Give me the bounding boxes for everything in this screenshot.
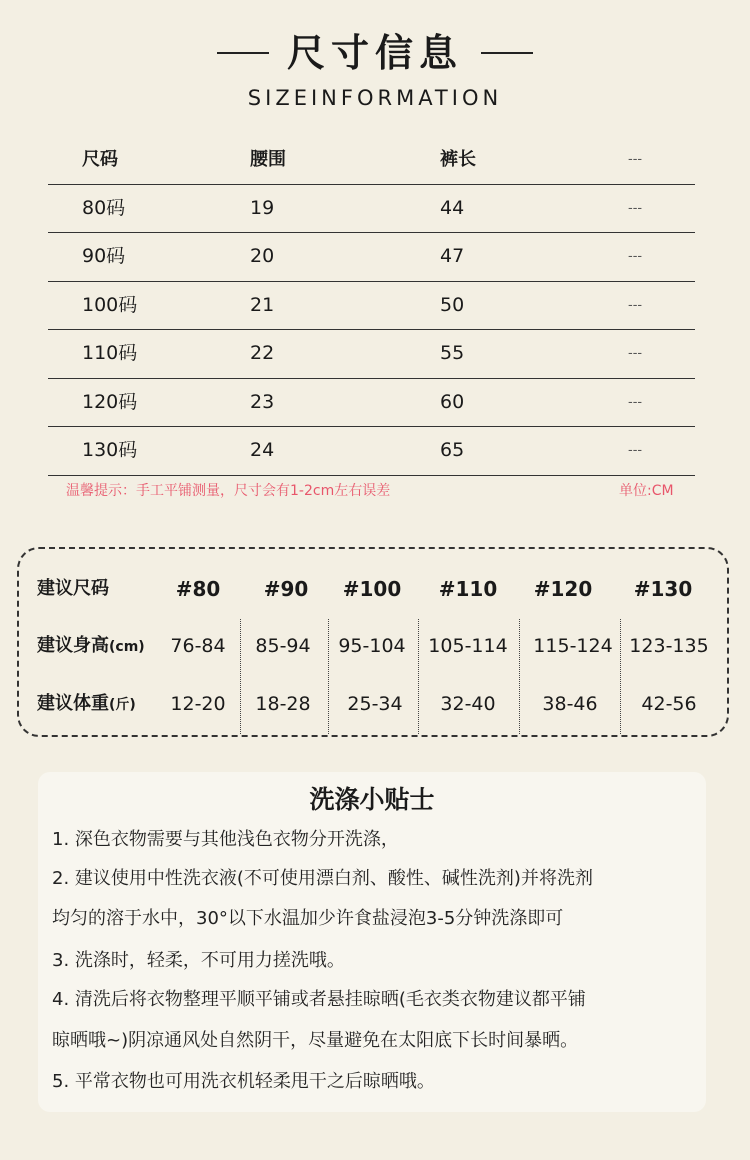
weight-unit: (斤) xyxy=(109,697,136,713)
recommended-weight: 25-34 xyxy=(347,693,403,715)
recommended-weight: 32-40 xyxy=(440,693,496,715)
recommended-size: #120 xyxy=(533,577,593,601)
table-row xyxy=(48,233,695,282)
table-row xyxy=(48,330,695,379)
recommended-weight: 12-20 xyxy=(170,693,226,715)
recommended-weight-label xyxy=(37,684,136,725)
cell-waist: 19 xyxy=(250,196,275,219)
tip-line: 5. 平常衣物也可用洗衣机轻柔甩干之后晾晒哦。 xyxy=(52,1071,435,1092)
recommended-height: 115-124 xyxy=(533,635,613,657)
page-header xyxy=(0,28,750,78)
recommended-weight: 38-46 xyxy=(542,693,598,715)
cell-extra: --- xyxy=(628,297,643,313)
size-table-header xyxy=(48,136,695,185)
washing-tips-title: 洗涤小贴士 xyxy=(309,785,435,814)
height-unit: (cm) xyxy=(109,639,145,655)
cell-extra: --- xyxy=(628,346,643,361)
recommended-size: #90 xyxy=(263,577,309,601)
cell-extra: --- xyxy=(628,443,643,458)
cell-waist: 20 xyxy=(250,245,275,267)
recommended-height: 123-135 xyxy=(629,635,709,657)
height-label-text: 建议身高 xyxy=(37,635,109,656)
cell-waist: 21 xyxy=(250,293,275,316)
cell-waist: 23 xyxy=(250,390,275,413)
cell-extra: --- xyxy=(628,394,643,410)
cell-waist: 24 xyxy=(250,439,275,461)
cell-size: 100码 xyxy=(82,293,138,316)
column-divider xyxy=(328,619,329,734)
column-divider xyxy=(240,619,241,734)
unit-note: 单位:CM xyxy=(619,483,674,499)
cell-extra: --- xyxy=(628,200,643,216)
recommended-height: 95-104 xyxy=(338,635,406,657)
table-row xyxy=(48,379,695,428)
tip-line: 均匀的溶于水中，30°以下水温加少许食盐浸泡3-5分钟洗涤即可 xyxy=(52,908,564,929)
recommended-weight: 42-56 xyxy=(641,693,697,715)
page-subtitle: SIZEINFORMATION xyxy=(247,86,503,110)
cell-length: 50 xyxy=(440,293,465,316)
table-row xyxy=(48,185,695,234)
recommended-size: #110 xyxy=(438,577,498,601)
cell-size: 80码 xyxy=(82,196,126,219)
tip-line: 4. 清洗后将衣物整理平顺平铺或者悬挂晾晒(毛衣类衣物建议都平铺 xyxy=(52,989,586,1010)
recommended-size: #100 xyxy=(342,577,402,601)
recommended-size-row xyxy=(19,569,727,609)
page-title: 尺寸信息 xyxy=(286,31,463,75)
recommended-size: #130 xyxy=(633,577,693,601)
cell-size: 110码 xyxy=(82,342,138,364)
recommended-weight: 18-28 xyxy=(255,693,311,715)
cell-size: 90码 xyxy=(82,245,126,267)
header-waist: 腰围 xyxy=(250,149,286,170)
recommended-height: 76-84 xyxy=(170,635,226,657)
tip-line: 晾晒哦~)阴凉通风处自然阴干，尽量避免在太阳底下长时间暴晒。 xyxy=(52,1030,579,1051)
size-table xyxy=(48,136,695,476)
recommended-size-label: 建议尺码 xyxy=(37,578,109,599)
tip-line: 2. 建议使用中性洗衣液(不可使用漂白剂、酸性、碱性洗剂)并将洗剂 xyxy=(52,868,593,889)
recommended-height: 85-94 xyxy=(255,635,311,657)
cell-waist: 22 xyxy=(250,342,275,364)
table-row xyxy=(48,427,695,476)
header-length: 裤长 xyxy=(440,149,476,170)
cell-size: 120码 xyxy=(82,390,138,413)
header-size: 尺码 xyxy=(82,149,118,170)
measurement-tip: 温馨提示：手工平铺测量，尺寸会有1-2cm左右误差 xyxy=(66,483,391,499)
header-extra: --- xyxy=(628,152,643,167)
cell-extra: --- xyxy=(628,249,643,264)
column-divider xyxy=(620,619,621,734)
cell-length: 60 xyxy=(440,390,465,413)
column-divider xyxy=(519,619,520,734)
weight-label-text: 建议体重 xyxy=(37,693,109,714)
cell-length: 55 xyxy=(440,342,465,364)
recommended-height: 105-114 xyxy=(428,635,508,657)
title-left-line xyxy=(217,52,269,54)
washing-tips-card xyxy=(38,772,706,1112)
recommendation-box xyxy=(17,547,729,737)
recommended-height-label xyxy=(37,626,145,667)
cell-length: 65 xyxy=(440,439,465,461)
tip-line: 3. 洗涤时，轻柔，不可用力搓洗哦。 xyxy=(52,950,345,971)
cell-size: 130码 xyxy=(82,439,138,461)
recommended-size: #80 xyxy=(175,577,221,601)
cell-length: 47 xyxy=(440,245,465,267)
column-divider xyxy=(418,619,419,734)
table-row xyxy=(48,282,695,331)
cell-length: 44 xyxy=(440,196,465,219)
tip-line: 1. 深色衣物需要与其他浅色衣物分开洗涤， xyxy=(52,829,399,850)
title-right-line xyxy=(481,52,533,54)
